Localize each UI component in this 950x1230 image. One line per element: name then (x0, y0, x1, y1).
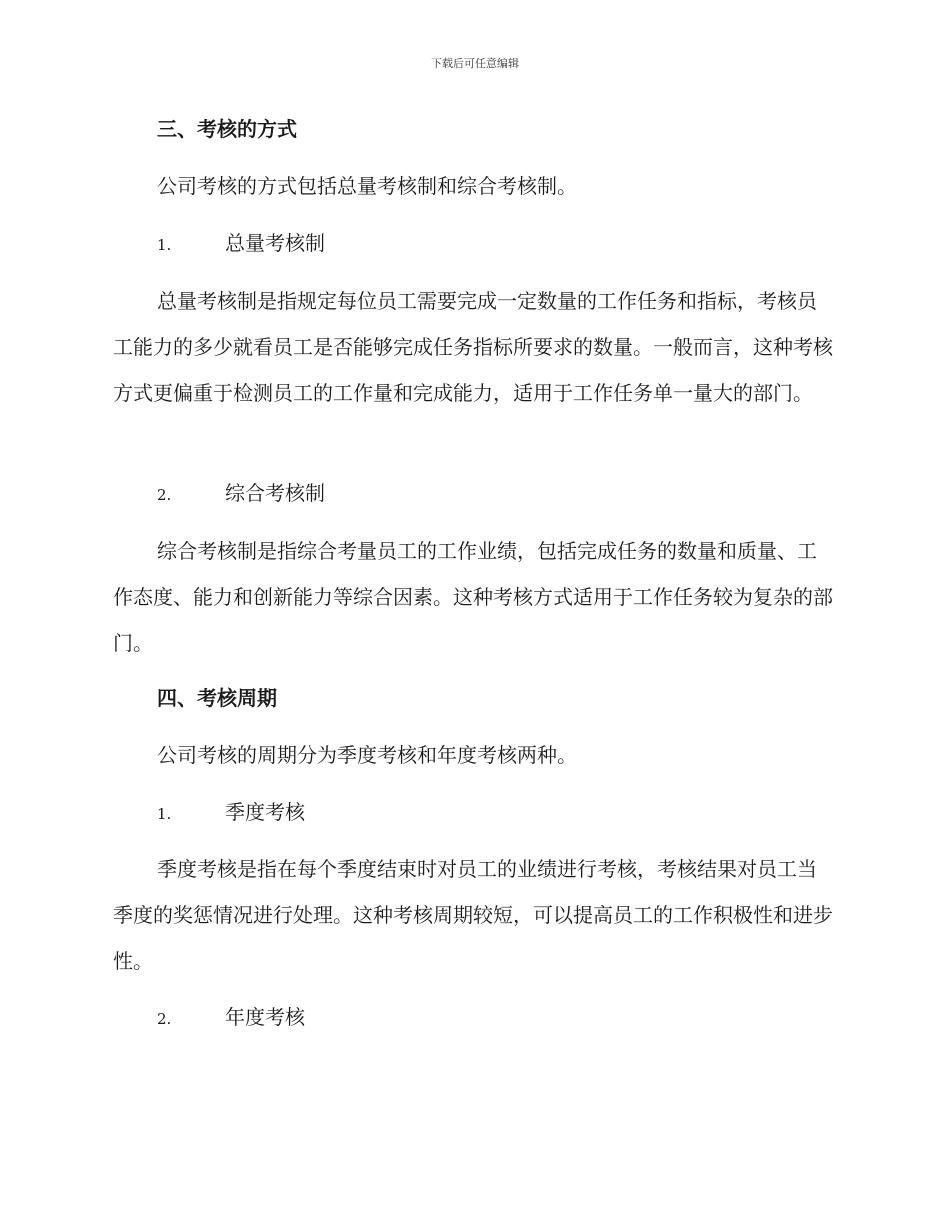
item-title: 综合考核制 (225, 481, 325, 505)
item-number: 2. (157, 486, 172, 504)
paragraph-text: 季度考核是指在每个季度结束时对员工的业绩进行考核，考核结果对员工当季度的奖惩情况进行处理。这种考核周期较短，可以提高员工的工作积极性和进步性。 (113, 857, 833, 973)
paragraph-4-1 (113, 846, 833, 984)
item-title: 年度考核 (225, 1005, 305, 1029)
subsection-3-2 (157, 478, 325, 510)
section-heading-4: 四、考核周期 (157, 686, 277, 710)
subsection-4-2 (157, 1002, 305, 1034)
section-4-intro: 公司考核的周期分为季度考核和年度考核两种。 (157, 743, 577, 767)
paragraph-3-2 (113, 528, 833, 666)
section-heading-3: 三、考核的方式 (157, 117, 297, 141)
subsection-3-1 (157, 228, 325, 260)
paragraph-3-1 (113, 278, 833, 416)
page-header: 下载后可任意编辑 (431, 57, 519, 70)
item-title: 总量考核制 (225, 231, 325, 255)
paragraph-text: 综合考核制是指综合考量员工的工作业绩，包括完成任务的数量和质量、工作态度、能力和创新能力等综合因素。这种考核方式适用于工作任务较为复杂的部门。 (113, 539, 833, 655)
item-title: 季度考核 (225, 800, 305, 824)
paragraph-text: 总量考核制是指规定每位员工需要完成一定数量的工作任务和指标，考核员工能力的多少就看员工是否能够完成任务指标所要求的数量。一般而言，这种考核方式更偏重于检测员工的工作量和完成能力，适用于工作任务单一量大的部门。 (113, 289, 833, 405)
item-number: 1. (157, 805, 172, 823)
item-number: 1. (157, 236, 172, 254)
subsection-4-1 (157, 797, 305, 829)
item-number: 2. (157, 1010, 172, 1028)
section-3-intro: 公司考核的方式包括总量考核制和综合考核制。 (157, 174, 577, 198)
